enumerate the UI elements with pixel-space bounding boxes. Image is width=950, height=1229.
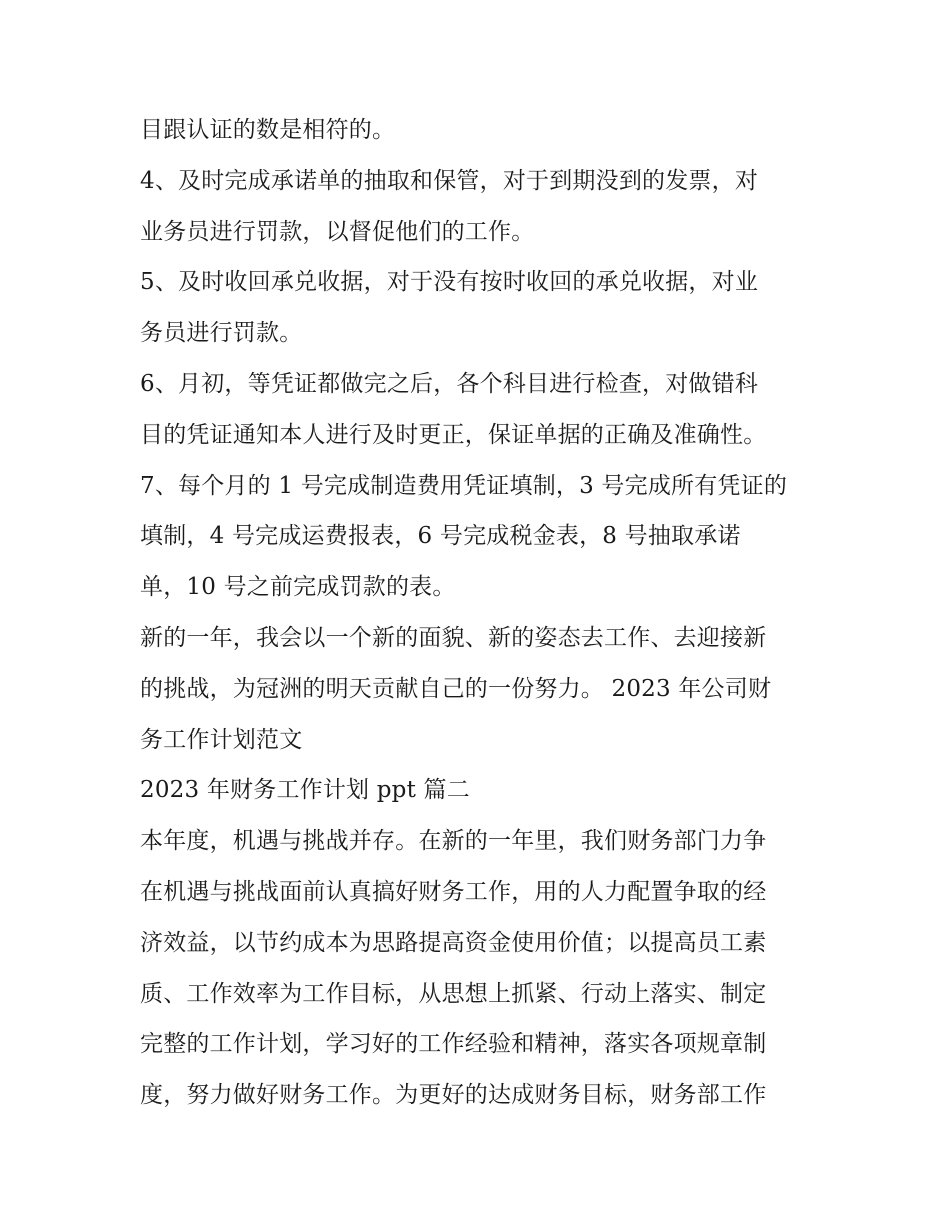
text-line: 度，努力做好财务工作。为更好的达成财务目标，财务部工作 <box>140 1082 767 1109</box>
text-line: 业务员进行罚款，以督促他们的工作。 <box>140 218 535 245</box>
text-line: 本年度，机遇与挑战并存。在新的一年里，我们财务部门力争 <box>140 828 767 855</box>
text-line: 务工作计划范文 <box>140 726 303 753</box>
text-line: 单，10 号之前完成罚款的表。 <box>140 574 456 601</box>
text-line: 6、月初，等凭证都做完之后，各个科目进行检查，对做错科 <box>140 370 759 397</box>
text-line: 新的一年，我会以一个新的面貌、新的姿态去工作、去迎接新 <box>140 624 767 651</box>
text-line: 在机遇与挑战面前认真搞好财务工作，用的人力配置争取的经 <box>140 878 767 905</box>
text-line: 7、每个月的 1 号完成制造费用凭证填制，3 号完成所有凭证的 <box>140 472 788 499</box>
text-line: 4、及时完成承诺单的抽取和保管，对于到期没到的发票，对 <box>140 167 759 194</box>
text-line: 的挑战，为冠洲的明天贡献自己的一份努力。 2023 年公司财 <box>140 675 772 702</box>
text-line: 目的凭证通知本人进行及时更正，保证单据的正确及准确性。 <box>140 421 767 448</box>
text-line: 5、及时收回承兑收据，对于没有按时收回的承兑收据，对业 <box>140 269 759 296</box>
text-line: 质、工作效率为工作目标，从思想上抓紧、行动上落实、制定 <box>140 980 767 1007</box>
text-line: 完整的工作计划，学习好的工作经验和精神，落实各项规章制 <box>140 1031 767 1058</box>
text-line: 填制，4 号完成运费报表，6 号完成税金表，8 号抽取承诺 <box>140 523 741 550</box>
document-body <box>140 105 820 1121</box>
text-line: 济效益，以节约成本为思路提高资金使用价值；以提高员工素 <box>140 929 767 956</box>
text-line: 目跟认证的数是相符的。 <box>140 117 396 143</box>
text-line: 务员进行罚款。 <box>140 320 303 347</box>
section-heading: 2023 年财务工作计划 ppt 篇二 <box>140 777 470 804</box>
